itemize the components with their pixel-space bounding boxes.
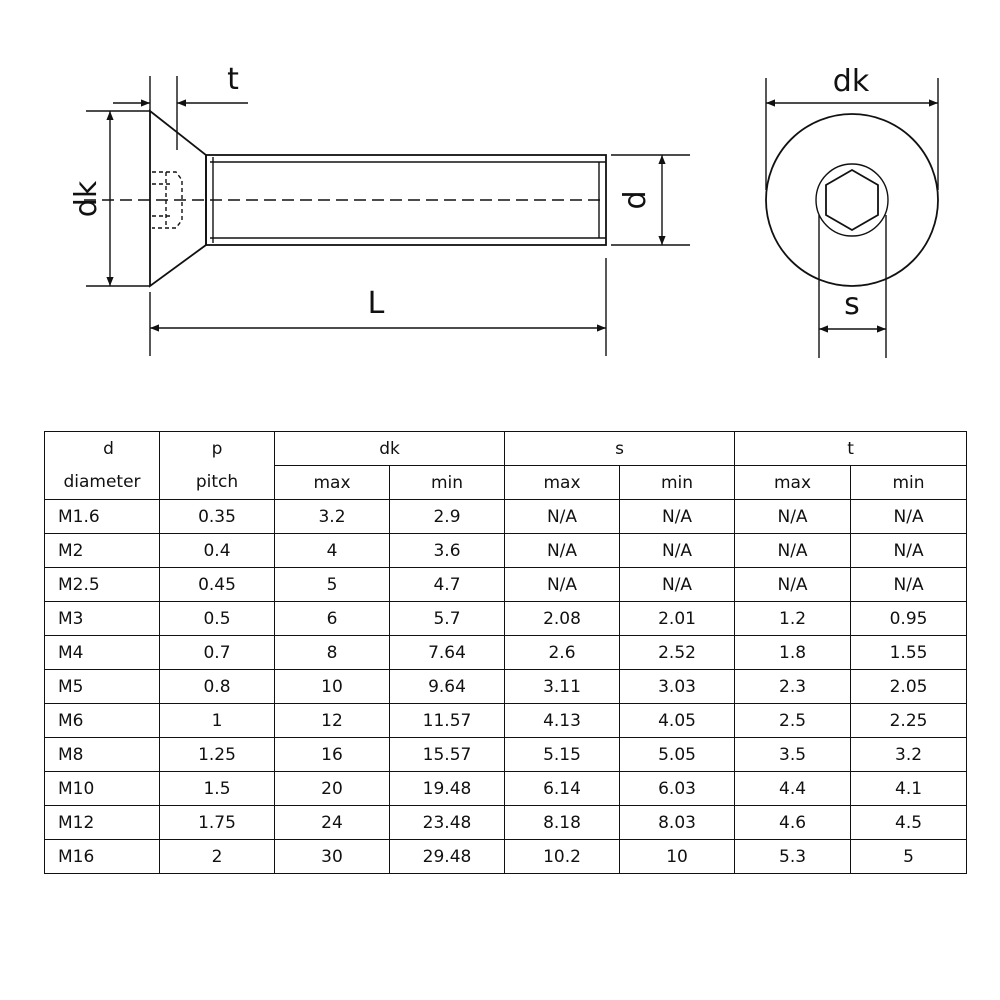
header-row-top <box>45 432 967 466</box>
cell-dk-min: 7.64 <box>390 636 505 670</box>
cell-t-min: N/A <box>851 500 967 534</box>
cell-t-min: 4.1 <box>851 772 967 806</box>
cell-diameter: M12 <box>45 806 160 840</box>
cell-pitch: 0.45 <box>160 568 275 602</box>
cell-diameter: M5 <box>45 670 160 704</box>
cell-t-max: 2.5 <box>735 704 851 738</box>
cell-s-max: 10.2 <box>505 840 620 874</box>
cell-pitch: 0.8 <box>160 670 275 704</box>
cell-t-max: 4.6 <box>735 806 851 840</box>
cell-s-max: 8.18 <box>505 806 620 840</box>
cell-t-min: N/A <box>851 534 967 568</box>
header-dk-max: max <box>275 466 390 500</box>
cell-s-min: N/A <box>620 500 735 534</box>
cell-diameter: M2.5 <box>45 568 160 602</box>
cell-dk-max: 24 <box>275 806 390 840</box>
cell-t-max: N/A <box>735 500 851 534</box>
label-dk-top: dk <box>832 64 870 99</box>
label-s: s <box>844 287 860 322</box>
cell-diameter: M16 <box>45 840 160 874</box>
cell-s-max: 4.13 <box>505 704 620 738</box>
cell-t-min: N/A <box>851 568 967 602</box>
cell-dk-min: 5.7 <box>390 602 505 636</box>
screw-dimension-drawing <box>0 0 1000 400</box>
table-row <box>45 670 967 704</box>
cell-dk-min: 23.48 <box>390 806 505 840</box>
cell-s-max: 6.14 <box>505 772 620 806</box>
header-row-bottom <box>45 466 967 500</box>
screw-head-outline <box>150 111 206 286</box>
cell-t-min: 4.5 <box>851 806 967 840</box>
table-row <box>45 738 967 772</box>
cell-t-max: 4.4 <box>735 772 851 806</box>
cell-pitch: 1.5 <box>160 772 275 806</box>
cell-dk-max: 20 <box>275 772 390 806</box>
cell-s-max: 3.11 <box>505 670 620 704</box>
cell-dk-max: 8 <box>275 636 390 670</box>
head-top-view-circle <box>766 114 938 286</box>
cell-s-max: 2.08 <box>505 602 620 636</box>
cell-dk-min: 15.57 <box>390 738 505 772</box>
header-s-min: min <box>620 466 735 500</box>
cell-dk-min: 9.64 <box>390 670 505 704</box>
cell-pitch: 0.5 <box>160 602 275 636</box>
cell-diameter: M3 <box>45 602 160 636</box>
header-p: p <box>160 432 275 466</box>
label-dk-side: dk <box>69 180 104 218</box>
table-row <box>45 636 967 670</box>
cell-dk-max: 3.2 <box>275 500 390 534</box>
cell-s-min: 2.52 <box>620 636 735 670</box>
cell-pitch: 2 <box>160 840 275 874</box>
header-dk-min: min <box>390 466 505 500</box>
cell-s-min: 10 <box>620 840 735 874</box>
cell-s-max: 2.6 <box>505 636 620 670</box>
cell-s-max: N/A <box>505 500 620 534</box>
cell-t-min: 0.95 <box>851 602 967 636</box>
cell-diameter: M10 <box>45 772 160 806</box>
header-s: s <box>505 432 735 466</box>
cell-dk-max: 4 <box>275 534 390 568</box>
table-row <box>45 534 967 568</box>
cell-s-min: 3.03 <box>620 670 735 704</box>
header-t: t <box>735 432 967 466</box>
cell-t-max: 2.3 <box>735 670 851 704</box>
cell-t-max: 5.3 <box>735 840 851 874</box>
cell-dk-min: 2.9 <box>390 500 505 534</box>
cell-s-min: 8.03 <box>620 806 735 840</box>
cell-s-min: 6.03 <box>620 772 735 806</box>
cell-dk-min: 11.57 <box>390 704 505 738</box>
cell-t-max: 1.8 <box>735 636 851 670</box>
cell-dk-min: 19.48 <box>390 772 505 806</box>
cell-pitch: 0.35 <box>160 500 275 534</box>
cell-s-min: 5.05 <box>620 738 735 772</box>
cell-dk-min: 3.6 <box>390 534 505 568</box>
header-t-max: max <box>735 466 851 500</box>
label-d: d <box>618 190 653 210</box>
cell-pitch: 0.7 <box>160 636 275 670</box>
cell-diameter: M6 <box>45 704 160 738</box>
dimension-spec-table <box>44 431 967 874</box>
cell-pitch: 0.4 <box>160 534 275 568</box>
cell-dk-max: 12 <box>275 704 390 738</box>
header-pitch: pitch <box>160 466 275 500</box>
table-row <box>45 840 967 874</box>
cell-diameter: M8 <box>45 738 160 772</box>
header-s-max: max <box>505 466 620 500</box>
table-row <box>45 772 967 806</box>
cell-pitch: 1 <box>160 704 275 738</box>
cell-t-min: 5 <box>851 840 967 874</box>
hex-socket <box>826 170 878 230</box>
table-row <box>45 500 967 534</box>
cell-dk-max: 10 <box>275 670 390 704</box>
cell-diameter: M1.6 <box>45 500 160 534</box>
cell-t-max: 3.5 <box>735 738 851 772</box>
cell-s-max: N/A <box>505 568 620 602</box>
cell-s-min: N/A <box>620 568 735 602</box>
header-t-min: min <box>851 466 967 500</box>
table-row <box>45 568 967 602</box>
cell-diameter: M4 <box>45 636 160 670</box>
label-t: t <box>227 62 239 97</box>
cell-t-max: N/A <box>735 534 851 568</box>
table-row <box>45 806 967 840</box>
cell-s-max: N/A <box>505 534 620 568</box>
cell-s-max: 5.15 <box>505 738 620 772</box>
cell-dk-max: 6 <box>275 602 390 636</box>
header-dk: dk <box>275 432 505 466</box>
cell-t-min: 3.2 <box>851 738 967 772</box>
cell-dk-min: 29.48 <box>390 840 505 874</box>
cell-t-max: N/A <box>735 568 851 602</box>
table-row <box>45 602 967 636</box>
cell-t-min: 1.55 <box>851 636 967 670</box>
cell-s-min: N/A <box>620 534 735 568</box>
cell-pitch: 1.75 <box>160 806 275 840</box>
cell-s-min: 4.05 <box>620 704 735 738</box>
cell-s-min: 2.01 <box>620 602 735 636</box>
cell-t-max: 1.2 <box>735 602 851 636</box>
cell-pitch: 1.25 <box>160 738 275 772</box>
header-diameter: diameter <box>45 466 160 500</box>
table-row <box>45 704 967 738</box>
cell-dk-max: 5 <box>275 568 390 602</box>
cell-diameter: M2 <box>45 534 160 568</box>
label-L: L <box>367 286 385 321</box>
cell-t-min: 2.25 <box>851 704 967 738</box>
header-d: d <box>45 432 160 466</box>
cell-dk-max: 16 <box>275 738 390 772</box>
cell-dk-max: 30 <box>275 840 390 874</box>
cell-dk-min: 4.7 <box>390 568 505 602</box>
cell-t-min: 2.05 <box>851 670 967 704</box>
